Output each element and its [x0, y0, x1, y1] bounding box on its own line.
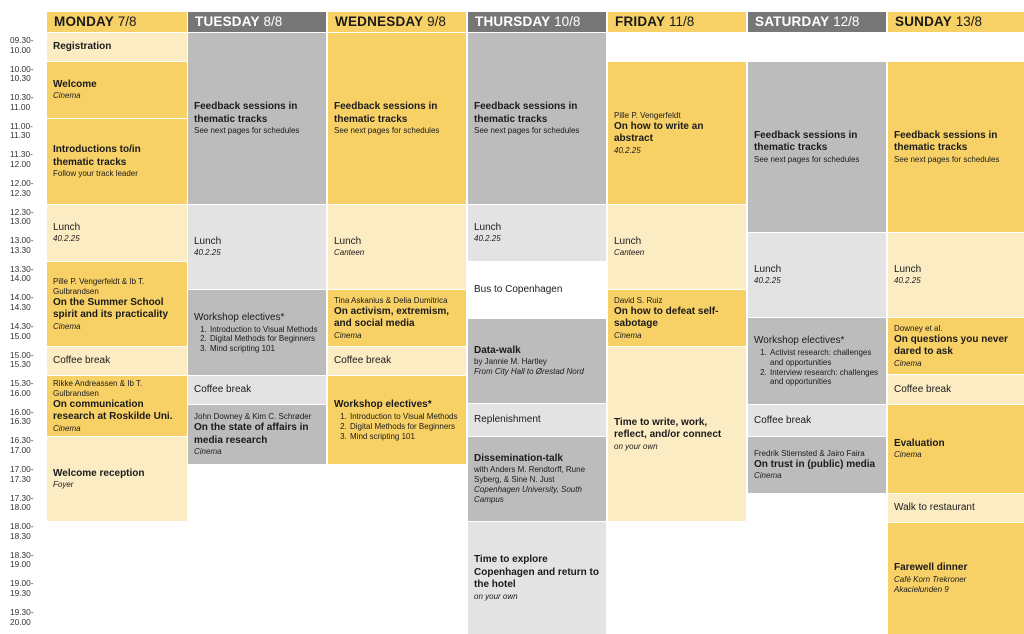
day-date: 10/8 [554, 14, 581, 29]
event-title: On how to defeat self-sabotage [614, 305, 719, 329]
event-title: Workshop electives* [334, 398, 432, 410]
thursday-bus [468, 262, 606, 318]
event-title: Replenishment [474, 414, 541, 425]
time-end: 14.30 [10, 301, 31, 312]
event-title: On the state of affairs in media research [194, 422, 309, 446]
event-speakers: Pille P. Vengerfeldt [614, 110, 681, 120]
event-title: Feedback sessions in thematic tracks [334, 101, 438, 125]
event-subtitle: Follow your track leader [53, 169, 138, 178]
time-start: 17.30- [10, 492, 34, 503]
thursday-replenishment [468, 404, 606, 436]
time-start: 16.00- [10, 406, 34, 417]
sunday-feedback-sessions [888, 62, 1024, 232]
time-label [10, 351, 44, 370]
event-speakers: John Downey & Kim C. Schrøder [194, 412, 312, 421]
event-title: Coffee break [194, 384, 252, 395]
time-start: 13.30- [10, 263, 34, 274]
monday-coffee-break [47, 347, 187, 375]
event-place: on your own [614, 441, 658, 451]
event-speakers: Tina Askanius & Delia Dumitrica [334, 295, 448, 305]
day-header-monday [47, 12, 187, 32]
time-end: 13.00 [10, 216, 31, 227]
time-start: 10.00- [10, 63, 34, 74]
monday-introductions [47, 119, 187, 204]
event-title: Introductions to/in thematic tracks [53, 144, 141, 168]
thursday-feedback-sessions [468, 33, 606, 204]
tuesday-state-of-affairs [188, 405, 326, 464]
event-place: Cinema [614, 330, 642, 340]
event-title: On how to write an abstract [614, 120, 704, 144]
event-title: On communication research at Roskilde Uni. [53, 398, 173, 422]
day-header-thursday [468, 12, 606, 32]
event-subtitle: See next pages for schedules [894, 154, 1000, 164]
event-title: Time to explore Copenhagen and return to the hotel [474, 554, 599, 591]
time-label [10, 179, 44, 198]
time-end: 17.30 [10, 473, 31, 484]
time-label [10, 236, 44, 255]
wednesday-coffee-break [328, 347, 466, 375]
event-place: 40.2.25 [754, 276, 781, 285]
time-end: 15.00 [10, 330, 31, 341]
tuesday-lunch [188, 205, 326, 289]
event-title: Lunch [474, 222, 502, 233]
event-subtitle: See next pages for schedules [474, 126, 580, 135]
event-title: Evaluation [894, 437, 945, 449]
time-label [10, 93, 44, 112]
event-place: Cinema [194, 447, 222, 456]
day-date: 9/8 [427, 14, 446, 29]
event-subtitle: with Anders M. Rendtorff, Rune Syberg, & Sine N. Just [474, 465, 586, 485]
event-place: Café Korn Trekroner [894, 574, 967, 584]
event-title: Feedback sessions in thematic tracks [194, 101, 298, 125]
workshop-item: 3. Mind scripting 101 [349, 432, 460, 442]
sunday-evaluation [888, 405, 1024, 493]
time-start: 19.30- [10, 607, 34, 617]
workshop-item: 3. Mind scripting 101 [209, 344, 320, 354]
event-place: Copenhagen University, South Campus [474, 485, 582, 505]
friday-abstract [608, 62, 746, 204]
time-label [10, 265, 44, 284]
event-place: Canteen [334, 248, 365, 257]
time-start: 12.30- [10, 206, 34, 217]
monday-registration [47, 33, 187, 61]
time-start: 11.30- [10, 149, 33, 160]
time-end: 19.30 [10, 587, 31, 598]
time-label [10, 608, 44, 627]
monday-summer-school [47, 262, 187, 346]
workshop-list [754, 348, 880, 386]
event-title: Lunch [194, 236, 222, 247]
event-title: On questions you never dared to ask [894, 333, 1008, 357]
time-label [10, 408, 44, 427]
time-end: 12.00 [10, 158, 31, 169]
time-end: 10.30 [10, 73, 31, 84]
time-start: 15.00- [10, 349, 34, 360]
wednesday-activism [328, 290, 466, 346]
day-name: MONDAY [54, 14, 114, 29]
time-label [10, 293, 44, 312]
workshop-list [194, 325, 320, 354]
event-title: Lunch [334, 236, 362, 247]
event-place: 40.2.25 [894, 276, 921, 285]
event-place: From City Hall to Ørestad Nord [474, 367, 584, 377]
friday-time-to-write [608, 347, 746, 521]
time-start: 10.30- [10, 92, 34, 103]
time-label [10, 465, 44, 484]
event-place: 40.2.25 [53, 234, 80, 243]
event-title: Coffee break [53, 355, 111, 366]
sunday-walk-to-restaurant [888, 494, 1024, 522]
time-label [10, 150, 44, 169]
event-place: Foyer [53, 480, 74, 490]
time-start: 11.00- [10, 120, 33, 131]
time-start: 15.30- [10, 378, 34, 389]
event-subtitle: by Jannie M. Hartley [474, 357, 547, 367]
workshop-item: 2. Interview research: challenges and opportunities [769, 368, 880, 387]
time-label [10, 522, 44, 541]
time-start: 14.30- [10, 321, 34, 331]
time-end: 13.30 [10, 244, 31, 255]
sunday-questions [888, 318, 1024, 374]
event-address: Akacielunden 9 [894, 584, 949, 594]
event-place: 40.2.25 [614, 145, 641, 155]
time-end: 19.00 [10, 559, 31, 570]
day-header-tuesday [188, 12, 326, 32]
time-start: 18.00- [10, 521, 34, 532]
event-speakers: David S. Ruiz [614, 295, 663, 305]
saturday-coffee-break [748, 405, 886, 436]
time-end: 18.00 [10, 502, 31, 513]
time-label [10, 122, 44, 141]
thursday-dissemination-talk [468, 437, 606, 521]
event-title: Lunch [894, 264, 922, 275]
event-title: Lunch [754, 264, 782, 275]
event-title: Feedback sessions in thematic tracks [754, 129, 858, 153]
time-label [10, 322, 44, 341]
event-title: Feedback sessions in thematic tracks [474, 101, 578, 125]
time-label [10, 436, 44, 455]
time-label [10, 208, 44, 227]
event-title: Welcome [53, 78, 97, 90]
time-start: 09.30- [10, 35, 34, 45]
event-place: on your own [474, 591, 518, 601]
event-place: Cinema [894, 358, 922, 368]
time-end: 16.00 [10, 387, 31, 398]
time-start: 17.00- [10, 464, 34, 474]
event-speakers: Pille P. Vengerfeldt & Ib T. Gulbrandsen [53, 276, 145, 296]
event-speakers: Fredrik Stiernsted & Jairo Faira [754, 448, 865, 458]
event-subtitle: See next pages for schedules [194, 126, 300, 135]
time-end: 18.30 [10, 530, 31, 541]
workshop-item: 1. Introduction to Visual Methods [209, 325, 320, 335]
saturday-workshop-electives [748, 318, 886, 404]
time-start: 12.00- [10, 178, 34, 188]
event-speakers: Downey et al. [894, 323, 943, 333]
workshop-list [334, 412, 460, 441]
time-start: 16.30- [10, 435, 34, 446]
event-title: Registration [53, 40, 112, 52]
time-end: 16.30 [10, 416, 31, 427]
day-date: 12/8 [833, 14, 860, 29]
event-place: Cinema [53, 321, 81, 331]
time-end: 15.30 [10, 359, 31, 370]
time-label [10, 494, 44, 513]
time-start: 19.00- [10, 578, 34, 589]
friday-lunch [608, 205, 746, 289]
event-place: Cinema [53, 423, 81, 433]
sunday-lunch [888, 233, 1024, 317]
event-title: Coffee break [894, 383, 952, 395]
event-title: Walk to restaurant [894, 502, 975, 513]
time-end: 12.30 [10, 187, 31, 198]
event-title: Dissemination-talk [474, 452, 563, 464]
day-name: THURSDAY [475, 14, 551, 29]
tuesday-workshop-electives [188, 290, 326, 375]
workshop-item: 2. Digital Methods for Beginners [349, 422, 460, 432]
event-title: Time to write, work, reflect, and/or connect [614, 416, 722, 440]
day-name: SUNDAY [895, 14, 952, 29]
event-place: Cinema [894, 450, 922, 460]
day-header-friday [608, 12, 746, 32]
event-place: Cinema [53, 91, 81, 101]
saturday-trust-in-media [748, 437, 886, 493]
time-start: 18.30- [10, 549, 34, 560]
wednesday-feedback-sessions [328, 33, 466, 204]
sunday-coffee-break [888, 375, 1024, 404]
saturday-feedback-sessions [748, 62, 886, 232]
event-title: Lunch [53, 222, 81, 233]
wednesday-workshop-electives [328, 376, 466, 464]
time-label [10, 36, 44, 55]
event-place: Canteen [614, 248, 645, 257]
workshop-item: 2. Digital Methods for Beginners [209, 334, 320, 344]
day-name: SATURDAY [755, 14, 830, 29]
event-subtitle: See next pages for schedules [754, 154, 860, 164]
day-header-wednesday [328, 12, 466, 32]
sunday-farewell-dinner [888, 523, 1024, 634]
thursday-data-walk [468, 319, 606, 403]
time-label [10, 379, 44, 398]
event-title: Workshop electives* [194, 311, 285, 323]
time-end: 20.00 [10, 616, 31, 627]
event-title: Lunch [614, 236, 642, 247]
day-date: 7/8 [117, 14, 137, 29]
monday-welcome [47, 62, 187, 118]
time-start: 13.00- [10, 235, 34, 246]
event-title: Bus to Copenhagen [474, 284, 563, 295]
time-start: 14.00- [10, 292, 34, 303]
event-place: 40.2.25 [474, 234, 501, 243]
time-label [10, 551, 44, 570]
workshop-item: 1. Activist research: challenges and opportunities [769, 348, 880, 367]
day-header-sunday [888, 12, 1024, 32]
day-date: 13/8 [955, 14, 983, 29]
event-title: Welcome reception [53, 467, 145, 479]
time-end: 17.00 [10, 444, 31, 455]
event-subtitle: See next pages for schedules [334, 126, 440, 135]
event-title: On the Summer School spirit and its practicality [53, 296, 169, 320]
workshop-item: 1. Introduction to Visual Methods [349, 412, 460, 422]
time-label [10, 579, 44, 598]
day-date: 8/8 [263, 14, 283, 29]
event-title: Coffee break [754, 414, 812, 426]
wednesday-lunch [328, 205, 466, 289]
time-end: 10.00 [10, 44, 31, 55]
day-name: FRIDAY [615, 14, 666, 29]
time-end: 11.30 [10, 130, 31, 141]
day-name: TUESDAY [195, 14, 260, 29]
time-end: 14.00 [10, 273, 31, 284]
thursday-lunch [468, 205, 606, 261]
event-title: Farewell dinner [894, 562, 968, 574]
monday-lunch [47, 205, 187, 261]
day-date: 11/8 [668, 14, 695, 29]
tuesday-feedback-sessions [188, 33, 326, 204]
event-title: On trust in (public) media [754, 458, 876, 470]
event-title: Coffee break [334, 355, 392, 366]
time-label [10, 65, 44, 84]
day-name: WEDNESDAY [335, 14, 424, 29]
saturday-lunch [748, 233, 886, 317]
event-title: Feedback sessions in thematic tracks [894, 129, 998, 153]
monday-roskilde [47, 376, 187, 436]
event-title: Workshop electives* [754, 335, 845, 347]
monday-welcome-reception [47, 437, 187, 521]
thursday-explore-copenhagen [468, 522, 606, 634]
time-end: 11.00 [10, 101, 31, 112]
event-title: Data-walk [474, 344, 521, 356]
event-title: On activism, extremism, and social media [334, 305, 450, 329]
event-place: Cinema [754, 471, 782, 481]
friday-self-sabotage [608, 290, 746, 346]
event-place: Cinema [334, 330, 362, 340]
day-header-saturday [748, 12, 886, 32]
event-place: 40.2.25 [194, 248, 221, 257]
event-speakers: Rikke Andreassen & Ib T. Gulbrandsen [53, 378, 143, 398]
tuesday-coffee-break [188, 376, 326, 404]
